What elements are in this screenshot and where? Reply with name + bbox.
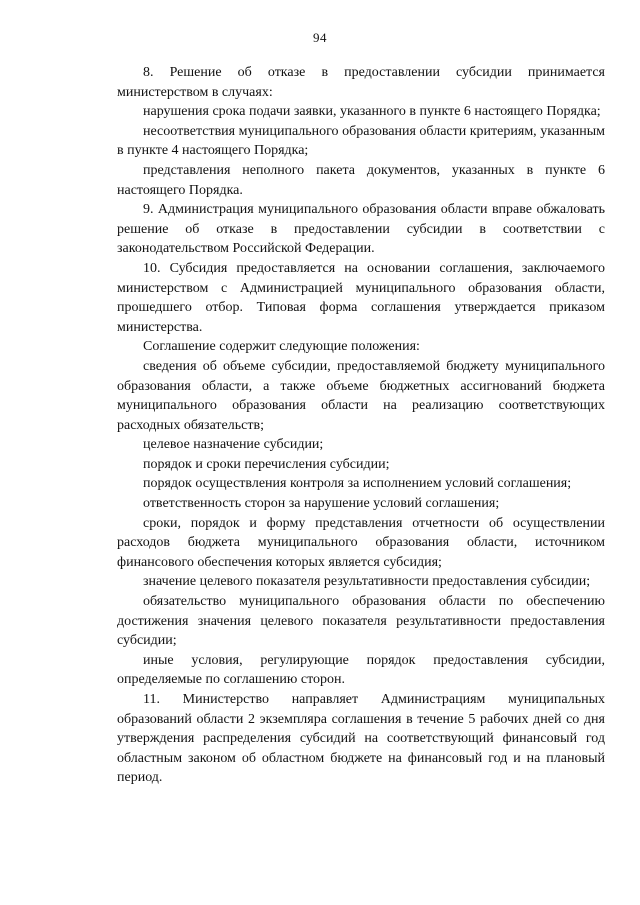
paragraph-clause-9: 9. Администрация муниципального образования области вправе обжаловать решение об отказе в предоставлении субсидии в соответствии с законодательством Российской Федерации. (117, 202, 605, 257)
paragraph-clause-8-item-3: представления неполного пакета документов, указанных в пункте 6 настоящего Порядка. (117, 162, 605, 198)
paragraph-agreement-item-1: сведения об объеме субсидии, предоставляемой бюджету муниципального образования области, а также объеме бюджетных ассигнований бюджета муниципального образования области на реализацию соответствующих расходных обязательств; (117, 358, 605, 433)
paragraph-clause-10: 10. Субсидия предоставляется на основании соглашения, заключаемого министерством с Администрацией муниципального образования области, прошедшего отбор. Типовая форма соглашения утверждается приказом министерства. (117, 260, 605, 335)
paragraph-agreement-item-7: значение целевого показателя результативности предоставления субсидии; (143, 574, 591, 590)
paragraph-clause-8: 8. Решение об отказе в предоставлении субсидии принимается министерством в случаях: (117, 65, 605, 100)
paragraph-agreement-item-9: иные условия, регулирующие порядок предоставления субсидии, определяемые по соглашению сторон. (117, 652, 605, 688)
paragraph-agreement-item-5: ответственность сторон за нарушение условий соглашения; (143, 496, 500, 512)
document-body (117, 63, 605, 788)
paragraph-agreement-item-3: порядок и сроки перечисления субсидии; (143, 456, 390, 472)
paragraph-agreement-item-4: порядок осуществления контроля за исполнением условий соглашения; (143, 476, 572, 492)
paragraph-clause-11: 11. Министерство направляет Администрациям муниципальных образований области 2 экземпляра соглашения в течение 5 рабочих дней со дня утверждения распределения субсидий на соответствующий финансовый год областным законом об областном бюджете на финансовый год и на плановый период. (117, 692, 605, 786)
paragraph-agreement-intro: Соглашение содержит следующие положения: (143, 339, 420, 355)
paragraph-agreement-item-6: сроки, порядок и форму представления отчетности об осуществлении расходов бюджета муниципального образования области, источником финансового обеспечения которых является субсидия; (117, 515, 605, 570)
page-number: 94 (313, 30, 327, 45)
paragraph-agreement-item-8: обязательство муниципального образования области по обеспечению достижения значения целевого показателя результативности предоставления субсидии; (117, 594, 605, 649)
paragraph-clause-8-item-1: нарушения срока подачи заявки, указанного в пункте 6 настоящего Порядка; (143, 104, 601, 120)
paragraph-clause-8-item-2: несоответствия муниципального образования области критериям, указанным в пункте 4 настоящего Порядка; (117, 123, 605, 159)
paragraph-agreement-item-2: целевое назначение субсидии; (143, 437, 324, 453)
